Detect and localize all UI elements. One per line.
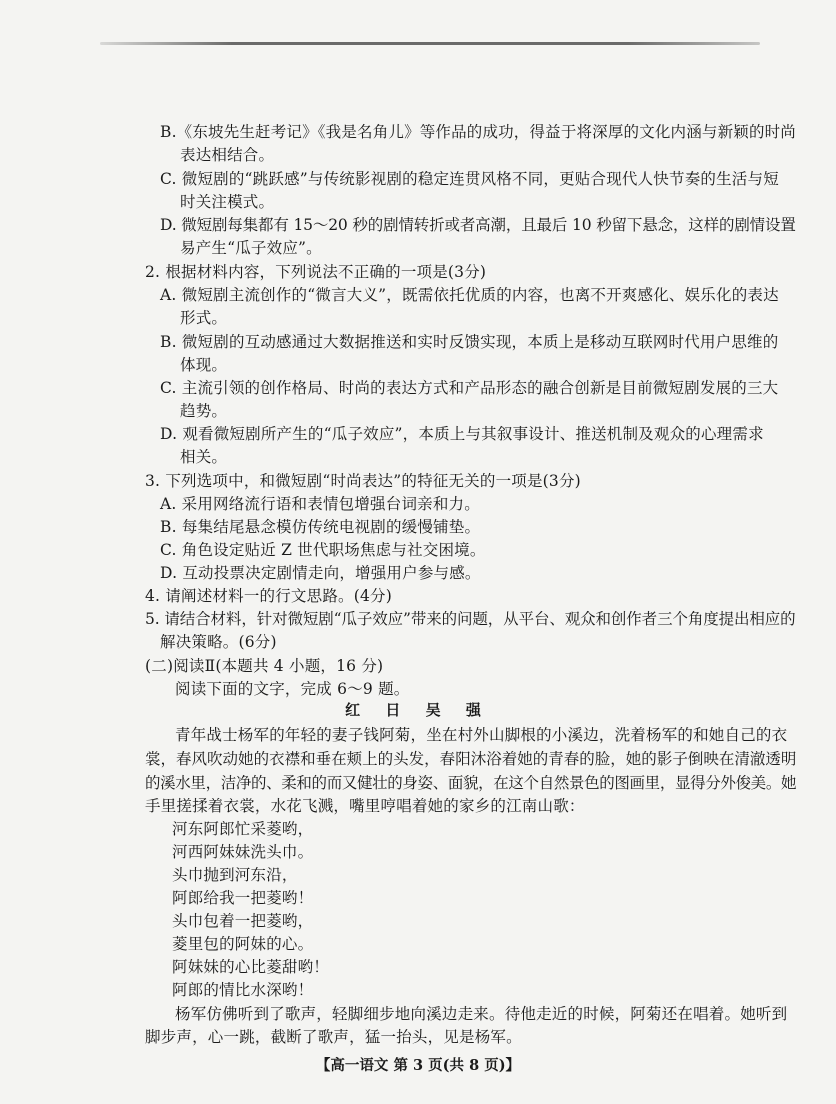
q1-option-d-line1: D. 微短剧每集都有 15～20 秒的剧情转折或者高潮，且最后 10 秒留下悬念，这样的剧情设置 xyxy=(160,216,796,234)
q1-option-b-line2: 表达相结合。 xyxy=(180,146,275,164)
q3-stem: 3. 下列选项中，和微短剧“时尚表达”的特征无关的一项是(3分) xyxy=(145,472,581,490)
q2-option-b-line1: B. 微短剧的互动感通过大数据推送和实时反馈实现，本质上是移动互联网时代用户思维的 xyxy=(160,333,779,351)
q2-option-a-line1: A. 微短剧主流创作的“微言大义”，既需依托优质的内容，也离不开爽感化、娱乐化的表达 xyxy=(160,286,779,304)
q2-stem: 2. 根据材料内容，下列说法不正确的一项是(3分) xyxy=(145,263,487,281)
q2-option-d-line2: 相关。 xyxy=(180,448,228,466)
q3-option-d: D. 互动投票决定剧情走向，增强用户参与感。 xyxy=(160,564,481,582)
q2-option-b-line2: 体现。 xyxy=(180,356,228,374)
q2-option-d-line1: D. 观看微短剧所产生的“瓜子效应”，本质上与其叙事设计、推送机制及观众的心理需求 xyxy=(160,425,764,443)
story-para2-line1: 杨军仿佛听到了歌声，轻脚细步地向溪边走来。待他走近的时候，阿菊还在唱着。她听到 xyxy=(175,1005,788,1023)
page-footer: 【高一语文 第 3 页(共 8 页)】 xyxy=(315,1057,521,1074)
q1-option-c-line2: 时关注模式。 xyxy=(180,193,275,211)
q2-option-c-line2: 趋势。 xyxy=(180,402,228,420)
story-para1-line1: 青年战士杨军的年轻的妻子钱阿菊，坐在村外山脚根的小溪边，洗着杨军的和她自己的衣 xyxy=(175,726,788,744)
section-2-instruction: 阅读下面的文字，完成 6～9 题。 xyxy=(175,680,410,698)
top-rule xyxy=(100,42,760,45)
q1-option-b-line1: B.《东坡先生赶考记》《我是名角儿》等作品的成功，得益于将深厚的文化内涵与新颖的时尚 xyxy=(160,123,796,141)
q3-option-a: A. 采用网络流行语和表情包增强台词亲和力。 xyxy=(160,495,480,513)
q1-option-d-line2: 易产生“瓜子效应”。 xyxy=(180,239,322,257)
q2-option-c-line1: C. 主流引领的创作格局、时尚的表达方式和产品形态的融合创新是目前微短剧发展的三大 xyxy=(160,379,779,397)
song-line-7: 阿妹妹的心比菱甜哟！ xyxy=(172,958,330,976)
q5-stem-line2: 解决策略。(6分) xyxy=(160,633,277,651)
story-para1-line4: 手里搓揉着衣裳，水花飞溅，嘴里哼唱着她的家乡的江南山歌： xyxy=(145,797,585,815)
song-line-2: 河西阿妹妹洗头巾。 xyxy=(172,843,314,861)
song-line-1: 河东阿郎忙采菱哟， xyxy=(172,820,314,838)
story-para1-line3: 的溪水里，洁净的、柔和的而又健壮的身姿、面貌，在这个自然景色的图画里，显得分外俊美。她 xyxy=(145,774,797,792)
section-2-header: (二)阅读Ⅱ(本题共 4 小题，16 分) xyxy=(145,657,384,675)
song-line-8: 阿郎的情比水深哟！ xyxy=(172,981,314,999)
q1-option-c-line1: C. 微短剧的“跳跃感”与传统影视剧的稳定连贯风格不同，更贴合现代人快节奏的生活与短 xyxy=(160,170,779,188)
song-line-6: 菱里包的阿妹的心。 xyxy=(172,935,314,953)
q3-option-c: C. 角色设定贴近 Z 世代职场焦虑与社交困境。 xyxy=(160,541,486,559)
passage-title: 红 日 吴 强 xyxy=(345,701,491,719)
story-para2-line2: 脚步声，心一跳，截断了歌声，猛一抬头，见是杨军。 xyxy=(145,1028,522,1046)
q4-stem: 4. 请阐述材料一的行文思路。(4分) xyxy=(145,587,392,605)
q5-stem-line1: 5. 请结合材料，针对微短剧“瓜子效应”带来的问题，从平台、观众和创作者三个角度提出相应的 xyxy=(145,610,796,628)
song-line-4: 阿郎给我一把菱哟！ xyxy=(172,889,314,907)
q2-option-a-line2: 形式。 xyxy=(180,309,228,327)
q3-option-b: B. 每集结尾悬念模仿传统电视剧的缓慢铺垫。 xyxy=(160,518,481,536)
song-line-5: 头巾包着一把菱哟， xyxy=(172,912,314,930)
story-para1-line2: 裳，春风吹动她的衣襟和垂在颊上的头发，春阳沐浴着她的青春的脸，她的影子倒映在清澈透明 xyxy=(145,750,797,768)
song-line-3: 头巾抛到河东沿， xyxy=(172,866,298,884)
